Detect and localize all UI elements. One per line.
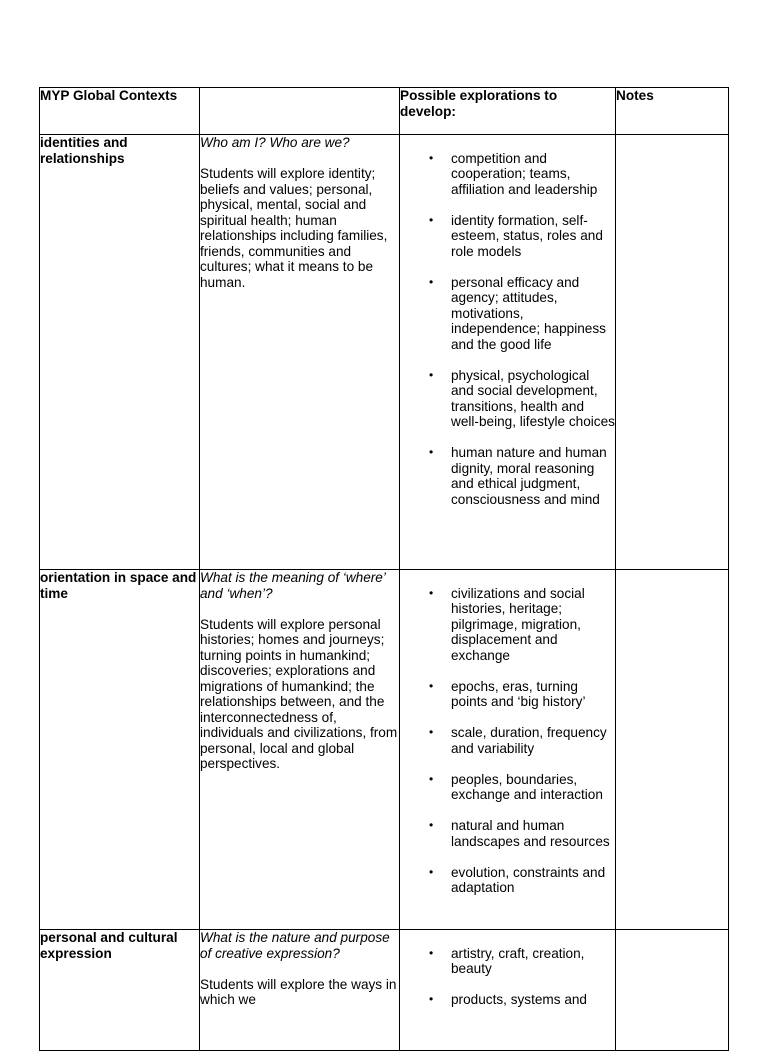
table-row xyxy=(40,570,729,930)
header-possible-explorations: Possible explorations to develop: xyxy=(400,88,616,135)
spacer xyxy=(200,961,399,977)
notes-cell xyxy=(616,135,729,570)
list-item xyxy=(400,151,615,198)
exploration-text: physical, psychological and social development, transitions, health and well-being, lifestyle choices xyxy=(451,367,615,429)
bullet-icon: • xyxy=(429,725,434,739)
list-item xyxy=(400,725,615,756)
bullet-icon: • xyxy=(429,771,434,786)
context-description: Students will explore identity; beliefs and values; personal, physical, mental, social and spiritual health; human relationships including families, friends, communities and cultures; what it means to be human. xyxy=(200,166,388,290)
exploration-text: evolution, constraints and adaptation xyxy=(451,864,606,895)
exploration-text: natural and human landscapes and resources xyxy=(451,818,610,849)
spacer xyxy=(400,570,615,586)
explorations-cell xyxy=(400,930,616,1051)
list-item xyxy=(400,818,615,849)
explorations-list xyxy=(400,946,615,1008)
list-item xyxy=(400,275,615,353)
bullet-icon: • xyxy=(429,678,434,693)
context-description: Students will explore personal histories; homes and journeys; turning points in humankind; discoveries; explorations and migrations of humankind; the relationships between, and the interconnectedness of, individuals and civilizations, from personal, local and global perspectives. xyxy=(200,616,398,771)
exploration-text: scale, duration, frequency and variability xyxy=(451,725,607,756)
exploration-text: identity formation, self-esteem, status, roles and role models xyxy=(451,212,603,259)
spacer xyxy=(200,151,399,167)
spacer xyxy=(400,135,615,151)
list-item xyxy=(400,445,615,507)
explorations-cell xyxy=(400,135,616,570)
exploration-text: epochs, eras, turning points and ‘big history’ xyxy=(451,678,586,709)
header-empty xyxy=(200,88,400,135)
exploration-text: products, systems and xyxy=(451,992,587,1007)
spacer xyxy=(200,601,399,617)
list-item xyxy=(400,679,615,710)
list-item xyxy=(400,865,615,896)
list-item xyxy=(400,992,615,1008)
exploration-text: artistry, craft, creation, beauty xyxy=(451,945,585,976)
context-description-cell xyxy=(200,930,400,1051)
exploration-text: human nature and human dignity, moral reasoning and ethical judgment, consciousness and mind xyxy=(451,445,607,507)
guiding-question: What is the nature and purpose of creative expression? xyxy=(200,930,390,961)
bullet-icon: • xyxy=(429,445,434,459)
bullet-icon: • xyxy=(429,367,434,382)
bullet-icon: • xyxy=(429,864,434,879)
table-row xyxy=(40,930,729,1051)
bullet-icon: • xyxy=(429,274,434,289)
global-contexts-table xyxy=(39,87,729,1051)
notes-cell xyxy=(616,570,729,930)
notes-cell xyxy=(616,930,729,1051)
bullet-icon: • xyxy=(429,818,434,832)
context-name: orientation in space and time xyxy=(40,570,200,930)
bullet-icon: • xyxy=(429,212,434,227)
bullet-icon: • xyxy=(429,585,434,600)
context-name: identities and relationships xyxy=(40,135,200,570)
explorations-cell xyxy=(400,570,616,930)
list-item xyxy=(400,368,615,430)
context-description-cell xyxy=(200,135,400,570)
exploration-text: competition and cooperation; teams, affiliation and leadership xyxy=(451,150,598,197)
context-description-cell xyxy=(200,570,400,930)
exploration-text: peoples, boundaries, exchange and interaction xyxy=(451,771,603,802)
explorations-list xyxy=(400,586,615,896)
guiding-question: What is the meaning of ‘where’ and ‘when’? xyxy=(200,570,386,601)
context-name: personal and cultural expression xyxy=(40,930,200,1051)
bullet-icon: • xyxy=(429,150,434,165)
list-item xyxy=(400,213,615,260)
table-row xyxy=(40,135,729,570)
list-item xyxy=(400,946,615,977)
header-notes: Notes xyxy=(616,88,729,135)
bullet-icon: • xyxy=(429,945,434,960)
bullet-icon: • xyxy=(429,992,434,1006)
context-description: Students will explore the ways in which we xyxy=(200,976,397,1007)
header-global-contexts: MYP Global Contexts xyxy=(40,88,200,135)
explorations-list xyxy=(400,151,615,508)
table-header-row xyxy=(40,88,729,135)
exploration-text: personal efficacy and agency; attitudes, motivations, independence; happiness and the good life xyxy=(451,274,606,352)
list-item xyxy=(400,772,615,803)
guiding-question: Who am I? Who are we? xyxy=(200,135,350,150)
list-item xyxy=(400,586,615,664)
exploration-text: civilizations and social histories, heritage; pilgrimage, migration, displacement and exchange xyxy=(451,585,585,663)
spacer xyxy=(400,930,615,946)
